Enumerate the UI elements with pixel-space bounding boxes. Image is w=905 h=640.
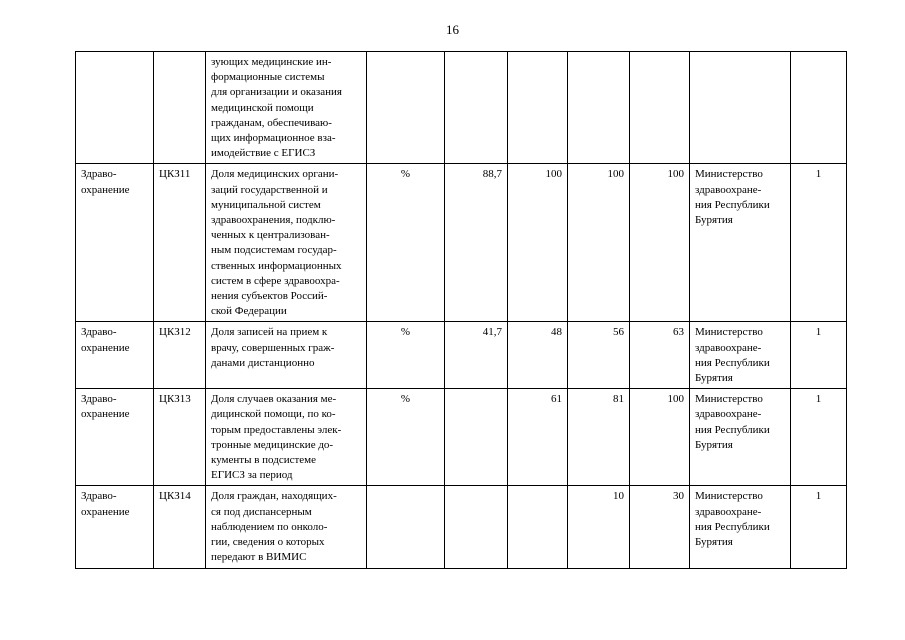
cell-sphere: Здраво- охранение	[76, 164, 154, 322]
cell-indicator: Доля медицинских органи- заций государственной и муниципальной систем здравоохранения, подклю- ченных к централизован- ным подсистемам государ- ственных информационных систем в сфере здравоохра- нения субъектов Россий- ской Федерации	[206, 164, 367, 322]
cell-indicator: Доля случаев оказания ме- дицинской помощи, по ко- торым предоставлены элек- тронные медицинские до- кументы в подсистеме ЕГИСЗ за период	[206, 389, 367, 486]
cell-unit: %	[367, 164, 445, 322]
cell-code	[154, 52, 206, 164]
table-row	[76, 52, 847, 164]
cell-value-3: 100	[630, 389, 690, 486]
table-row	[76, 322, 847, 389]
cell-value-3: 30	[630, 486, 690, 568]
cell-value-2	[568, 52, 630, 164]
cell-code: ЦКЗ13	[154, 389, 206, 486]
cell-responsible	[690, 52, 791, 164]
cell-value-1: 61	[508, 389, 568, 486]
table-row	[76, 486, 847, 568]
cell-value-3: 100	[630, 164, 690, 322]
cell-base-value	[445, 389, 508, 486]
cell-last: 1	[791, 164, 847, 322]
cell-sphere	[76, 52, 154, 164]
cell-sphere: Здраво- охранение	[76, 486, 154, 568]
cell-responsible: Министерство здравоохране- ния Республики Бурятия	[690, 164, 791, 322]
cell-base-value: 41,7	[445, 322, 508, 389]
cell-value-2: 56	[568, 322, 630, 389]
cell-value-3	[630, 52, 690, 164]
page-number: 16	[446, 22, 459, 37]
table-row	[76, 164, 847, 322]
cell-unit	[367, 486, 445, 568]
cell-responsible: Министерство здравоохране- ния Республики Бурятия	[690, 389, 791, 486]
cell-value-3: 63	[630, 322, 690, 389]
cell-base-value	[445, 486, 508, 568]
table-body	[76, 52, 847, 569]
indicators-table	[75, 51, 847, 569]
cell-responsible: Министерство здравоохране- ния Республики Бурятия	[690, 486, 791, 568]
cell-sphere: Здраво- охранение	[76, 322, 154, 389]
cell-code: ЦКЗ14	[154, 486, 206, 568]
table-row	[76, 389, 847, 486]
cell-unit	[367, 52, 445, 164]
cell-last	[791, 52, 847, 164]
cell-value-1: 100	[508, 164, 568, 322]
cell-code: ЦКЗ11	[154, 164, 206, 322]
cell-last: 1	[791, 486, 847, 568]
cell-indicator: Доля записей на прием к врачу, совершенных граж- данами дистанционно	[206, 322, 367, 389]
cell-base-value: 88,7	[445, 164, 508, 322]
cell-last: 1	[791, 389, 847, 486]
cell-value-2: 100	[568, 164, 630, 322]
cell-value-1: 48	[508, 322, 568, 389]
cell-unit: %	[367, 322, 445, 389]
cell-sphere: Здраво- охранение	[76, 389, 154, 486]
cell-value-2: 10	[568, 486, 630, 568]
cell-value-1	[508, 486, 568, 568]
cell-unit: %	[367, 389, 445, 486]
cell-value-1	[508, 52, 568, 164]
cell-code: ЦКЗ12	[154, 322, 206, 389]
cell-last: 1	[791, 322, 847, 389]
cell-responsible: Министерство здравоохране- ния Республики Бурятия	[690, 322, 791, 389]
cell-base-value	[445, 52, 508, 164]
cell-indicator: Доля граждан, находящих- ся под диспансерным наблюдением по онколо- гии, сведения о которых передают в ВИМИС	[206, 486, 367, 568]
cell-value-2: 81	[568, 389, 630, 486]
cell-indicator: зующих медицинские ин- формационные системы для организации и оказания медицинской помощи гражданам, обеспечиваю- щих информационное вза- имодействие с ЕГИСЗ	[206, 52, 367, 164]
